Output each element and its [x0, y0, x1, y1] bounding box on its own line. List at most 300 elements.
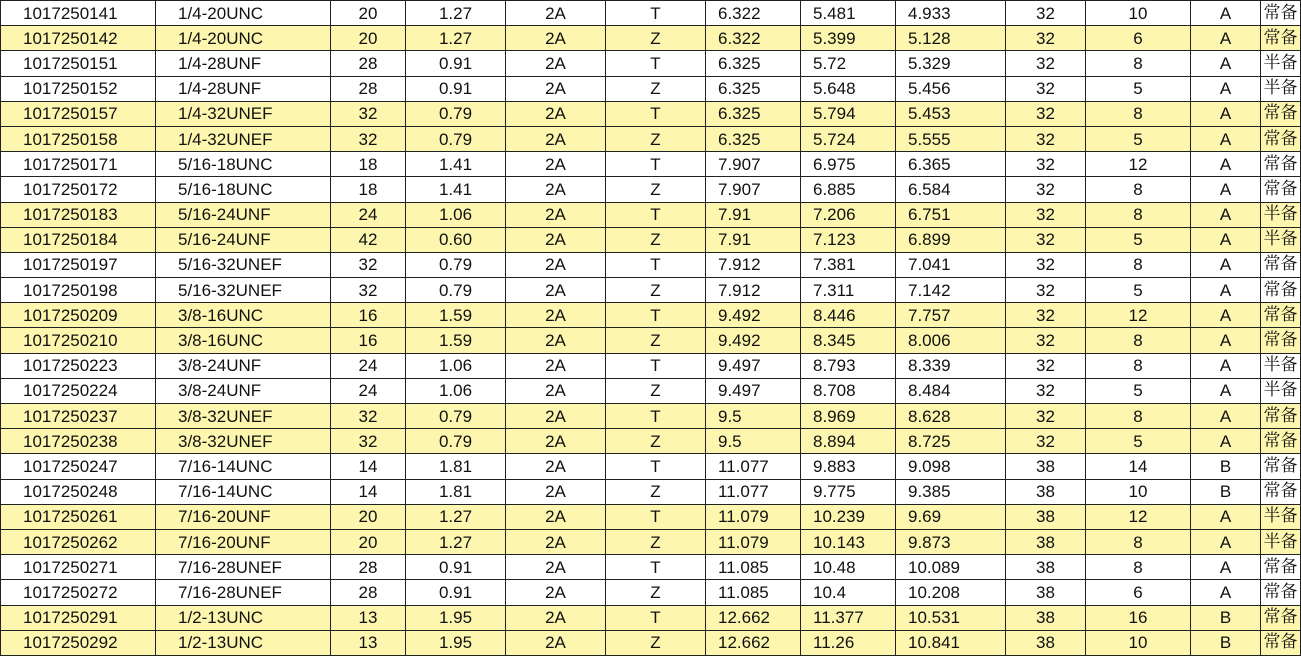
part-number-cell: 1017250248: [1, 479, 156, 504]
grade-cell: B: [1191, 630, 1261, 655]
type-cell: Z: [606, 479, 706, 504]
minor-diameter-cell: 8.006: [896, 328, 1006, 353]
part-number-cell: 1017250210: [1, 328, 156, 353]
table-row: [1, 353, 1301, 378]
thread-class-cell: 2A: [506, 101, 606, 126]
minor-diameter-cell: 6.584: [896, 177, 1006, 202]
thread-spec-cell: 7/16-14UNC: [156, 479, 331, 504]
grade-cell: A: [1191, 101, 1261, 126]
grade-cell: A: [1191, 252, 1261, 277]
pitch-diameter-cell: 5.72: [801, 51, 896, 76]
table-row: [1, 580, 1301, 605]
table-row: [1, 51, 1301, 76]
table-row: [1, 328, 1301, 353]
part-number-cell: 1017250224: [1, 378, 156, 403]
thread-class-cell: 2A: [506, 404, 606, 429]
pitch-diameter-cell: 5.399: [801, 26, 896, 51]
part-number-cell: 1017250172: [1, 177, 156, 202]
stock-status-cell: 常备: [1261, 152, 1301, 177]
pitch-diameter-cell: 7.311: [801, 278, 896, 303]
pitch-cell: 0.79: [406, 429, 506, 454]
tpi-cell: 24: [331, 353, 406, 378]
pitch-diameter-cell: 6.885: [801, 177, 896, 202]
part-number-cell: 1017250198: [1, 278, 156, 303]
table-row: [1, 1, 1301, 26]
major-diameter-cell: 6.322: [706, 1, 801, 26]
type-cell: T: [606, 1, 706, 26]
grade-cell: A: [1191, 580, 1261, 605]
minor-diameter-cell: 8.484: [896, 378, 1006, 403]
quantity-cell: 8: [1086, 353, 1191, 378]
grade-cell: A: [1191, 227, 1261, 252]
length-cell: 38: [1006, 479, 1086, 504]
pitch-diameter-cell: 8.708: [801, 378, 896, 403]
thread-spec-cell: 5/16-18UNC: [156, 177, 331, 202]
type-cell: T: [606, 504, 706, 529]
minor-diameter-cell: 7.142: [896, 278, 1006, 303]
pitch-diameter-cell: 7.206: [801, 202, 896, 227]
tpi-cell: 32: [331, 429, 406, 454]
thread-class-cell: 2A: [506, 454, 606, 479]
part-number-cell: 1017250141: [1, 1, 156, 26]
grade-cell: A: [1191, 303, 1261, 328]
type-cell: T: [606, 353, 706, 378]
minor-diameter-cell: 5.555: [896, 126, 1006, 151]
thread-spec-cell: 7/16-28UNEF: [156, 580, 331, 605]
stock-status-cell: 半备: [1261, 378, 1301, 403]
length-cell: 38: [1006, 504, 1086, 529]
pitch-cell: 1.06: [406, 378, 506, 403]
grade-cell: A: [1191, 504, 1261, 529]
tpi-cell: 13: [331, 630, 406, 655]
length-cell: 32: [1006, 126, 1086, 151]
thread-class-cell: 2A: [506, 76, 606, 101]
pitch-cell: 0.79: [406, 278, 506, 303]
pitch-diameter-cell: 9.775: [801, 479, 896, 504]
thread-spec-cell: 5/16-18UNC: [156, 152, 331, 177]
pitch-cell: 1.06: [406, 353, 506, 378]
minor-diameter-cell: 9.873: [896, 529, 1006, 554]
type-cell: Z: [606, 529, 706, 554]
pitch-diameter-cell: 11.26: [801, 630, 896, 655]
thread-class-cell: 2A: [506, 303, 606, 328]
pitch-cell: 0.91: [406, 76, 506, 101]
minor-diameter-cell: 5.453: [896, 101, 1006, 126]
pitch-cell: 1.27: [406, 26, 506, 51]
major-diameter-cell: 11.085: [706, 580, 801, 605]
length-cell: 32: [1006, 429, 1086, 454]
thread-class-cell: 2A: [506, 278, 606, 303]
stock-status-cell: 常备: [1261, 454, 1301, 479]
thread-spec-cell: 1/4-32UNEF: [156, 101, 331, 126]
part-number-cell: 1017250151: [1, 51, 156, 76]
table-row: [1, 252, 1301, 277]
major-diameter-cell: 11.085: [706, 555, 801, 580]
thread-class-cell: 2A: [506, 529, 606, 554]
tpi-cell: 20: [331, 529, 406, 554]
quantity-cell: 6: [1086, 26, 1191, 51]
table-row: [1, 227, 1301, 252]
major-diameter-cell: 9.5: [706, 404, 801, 429]
stock-status-cell: 常备: [1261, 630, 1301, 655]
part-number-cell: 1017250292: [1, 630, 156, 655]
length-cell: 32: [1006, 404, 1086, 429]
stock-status-cell: 常备: [1261, 605, 1301, 630]
quantity-cell: 12: [1086, 152, 1191, 177]
quantity-cell: 8: [1086, 202, 1191, 227]
tpi-cell: 20: [331, 1, 406, 26]
pitch-diameter-cell: 10.143: [801, 529, 896, 554]
length-cell: 32: [1006, 378, 1086, 403]
grade-cell: B: [1191, 479, 1261, 504]
minor-diameter-cell: 10.208: [896, 580, 1006, 605]
thread-class-cell: 2A: [506, 328, 606, 353]
stock-status-cell: 常备: [1261, 126, 1301, 151]
length-cell: 32: [1006, 353, 1086, 378]
pitch-diameter-cell: 5.724: [801, 126, 896, 151]
table-row: [1, 429, 1301, 454]
quantity-cell: 8: [1086, 252, 1191, 277]
length-cell: 38: [1006, 605, 1086, 630]
length-cell: 38: [1006, 630, 1086, 655]
table-row: [1, 404, 1301, 429]
major-diameter-cell: 7.91: [706, 227, 801, 252]
part-number-cell: 1017250272: [1, 580, 156, 605]
grade-cell: A: [1191, 404, 1261, 429]
thread-class-cell: 2A: [506, 555, 606, 580]
thread-spec-cell: 7/16-20UNF: [156, 504, 331, 529]
thread-spec-cell: 1/4-28UNF: [156, 76, 331, 101]
thread-spec-cell: 3/8-16UNC: [156, 303, 331, 328]
thread-spec-cell: 7/16-28UNEF: [156, 555, 331, 580]
length-cell: 38: [1006, 555, 1086, 580]
minor-diameter-cell: 10.841: [896, 630, 1006, 655]
pitch-cell: 0.79: [406, 101, 506, 126]
quantity-cell: 5: [1086, 76, 1191, 101]
pitch-cell: 1.41: [406, 177, 506, 202]
table-body: [1, 1, 1301, 656]
table-row: [1, 454, 1301, 479]
length-cell: 32: [1006, 303, 1086, 328]
stock-status-cell: 半备: [1261, 76, 1301, 101]
thread-class-cell: 2A: [506, 378, 606, 403]
table-row: [1, 278, 1301, 303]
table-row: [1, 378, 1301, 403]
pitch-cell: 1.59: [406, 303, 506, 328]
thread-spec-cell: 3/8-32UNEF: [156, 429, 331, 454]
minor-diameter-cell: 7.041: [896, 252, 1006, 277]
pitch-diameter-cell: 8.345: [801, 328, 896, 353]
pitch-diameter-cell: 5.481: [801, 1, 896, 26]
type-cell: T: [606, 303, 706, 328]
table-row: [1, 177, 1301, 202]
thread-spec-cell: 7/16-20UNF: [156, 529, 331, 554]
thread-spec-cell: 7/16-14UNC: [156, 454, 331, 479]
minor-diameter-cell: 7.757: [896, 303, 1006, 328]
tpi-cell: 20: [331, 504, 406, 529]
pitch-diameter-cell: 10.239: [801, 504, 896, 529]
table-row: [1, 605, 1301, 630]
stock-status-cell: 常备: [1261, 328, 1301, 353]
pitch-cell: 0.91: [406, 580, 506, 605]
quantity-cell: 8: [1086, 529, 1191, 554]
quantity-cell: 6: [1086, 580, 1191, 605]
stock-status-cell: 常备: [1261, 177, 1301, 202]
tpi-cell: 14: [331, 454, 406, 479]
minor-diameter-cell: 5.456: [896, 76, 1006, 101]
major-diameter-cell: 9.497: [706, 353, 801, 378]
length-cell: 32: [1006, 278, 1086, 303]
type-cell: T: [606, 454, 706, 479]
type-cell: T: [606, 252, 706, 277]
quantity-cell: 10: [1086, 630, 1191, 655]
minor-diameter-cell: 8.339: [896, 353, 1006, 378]
grade-cell: A: [1191, 378, 1261, 403]
part-number-cell: 1017250209: [1, 303, 156, 328]
length-cell: 32: [1006, 1, 1086, 26]
tpi-cell: 14: [331, 479, 406, 504]
type-cell: T: [606, 202, 706, 227]
thread-class-cell: 2A: [506, 353, 606, 378]
type-cell: Z: [606, 278, 706, 303]
grade-cell: A: [1191, 152, 1261, 177]
pitch-cell: 1.06: [406, 202, 506, 227]
length-cell: 32: [1006, 328, 1086, 353]
quantity-cell: 5: [1086, 278, 1191, 303]
stock-status-cell: 常备: [1261, 1, 1301, 26]
part-number-cell: 1017250184: [1, 227, 156, 252]
tpi-cell: 16: [331, 328, 406, 353]
major-diameter-cell: 9.492: [706, 328, 801, 353]
thread-class-cell: 2A: [506, 580, 606, 605]
stock-status-cell: 常备: [1261, 252, 1301, 277]
thread-class-cell: 2A: [506, 479, 606, 504]
thread-spec-cell: 1/4-32UNEF: [156, 126, 331, 151]
tpi-cell: 24: [331, 378, 406, 403]
pitch-diameter-cell: 7.123: [801, 227, 896, 252]
major-diameter-cell: 6.325: [706, 126, 801, 151]
thread-spec-cell: 5/16-24UNF: [156, 227, 331, 252]
part-number-cell: 1017250237: [1, 404, 156, 429]
part-number-cell: 1017250223: [1, 353, 156, 378]
type-cell: Z: [606, 580, 706, 605]
type-cell: T: [606, 152, 706, 177]
part-number-cell: 1017250171: [1, 152, 156, 177]
table-row: [1, 101, 1301, 126]
minor-diameter-cell: 10.089: [896, 555, 1006, 580]
part-number-cell: 1017250152: [1, 76, 156, 101]
type-cell: Z: [606, 378, 706, 403]
type-cell: T: [606, 605, 706, 630]
quantity-cell: 10: [1086, 479, 1191, 504]
quantity-cell: 14: [1086, 454, 1191, 479]
minor-diameter-cell: 6.365: [896, 152, 1006, 177]
quantity-cell: 8: [1086, 51, 1191, 76]
thread-spec-cell: 3/8-32UNEF: [156, 404, 331, 429]
length-cell: 32: [1006, 227, 1086, 252]
pitch-diameter-cell: 11.377: [801, 605, 896, 630]
length-cell: 32: [1006, 76, 1086, 101]
stock-status-cell: 常备: [1261, 555, 1301, 580]
pitch-cell: 0.79: [406, 126, 506, 151]
tpi-cell: 32: [331, 126, 406, 151]
quantity-cell: 16: [1086, 605, 1191, 630]
length-cell: 32: [1006, 26, 1086, 51]
grade-cell: A: [1191, 328, 1261, 353]
tpi-cell: 42: [331, 227, 406, 252]
major-diameter-cell: 11.077: [706, 454, 801, 479]
quantity-cell: 8: [1086, 555, 1191, 580]
length-cell: 38: [1006, 580, 1086, 605]
tpi-cell: 20: [331, 26, 406, 51]
thread-class-cell: 2A: [506, 51, 606, 76]
major-diameter-cell: 7.912: [706, 252, 801, 277]
thread-class-cell: 2A: [506, 429, 606, 454]
quantity-cell: 12: [1086, 504, 1191, 529]
quantity-cell: 5: [1086, 429, 1191, 454]
tpi-cell: 28: [331, 555, 406, 580]
length-cell: 38: [1006, 529, 1086, 554]
thread-spec-cell: 5/16-32UNEF: [156, 252, 331, 277]
minor-diameter-cell: 8.628: [896, 404, 1006, 429]
thread-class-cell: 2A: [506, 177, 606, 202]
thread-spec-cell: 1/4-20UNC: [156, 26, 331, 51]
table-row: [1, 504, 1301, 529]
grade-cell: A: [1191, 202, 1261, 227]
thread-class-cell: 2A: [506, 152, 606, 177]
stock-status-cell: 半备: [1261, 51, 1301, 76]
pitch-diameter-cell: 8.894: [801, 429, 896, 454]
grade-cell: A: [1191, 76, 1261, 101]
major-diameter-cell: 7.907: [706, 152, 801, 177]
length-cell: 32: [1006, 101, 1086, 126]
length-cell: 32: [1006, 177, 1086, 202]
major-diameter-cell: 7.912: [706, 278, 801, 303]
pitch-cell: 1.41: [406, 152, 506, 177]
pitch-cell: 1.27: [406, 529, 506, 554]
part-number-cell: 1017250142: [1, 26, 156, 51]
minor-diameter-cell: 9.385: [896, 479, 1006, 504]
quantity-cell: 8: [1086, 101, 1191, 126]
minor-diameter-cell: 9.69: [896, 504, 1006, 529]
quantity-cell: 8: [1086, 328, 1191, 353]
thread-class-cell: 2A: [506, 126, 606, 151]
type-cell: Z: [606, 227, 706, 252]
thread-spec-cell: 1/4-20UNC: [156, 1, 331, 26]
grade-cell: A: [1191, 429, 1261, 454]
pitch-diameter-cell: 5.794: [801, 101, 896, 126]
stock-status-cell: 半备: [1261, 529, 1301, 554]
pitch-cell: 0.79: [406, 404, 506, 429]
thread-spec-cell: 5/16-24UNF: [156, 202, 331, 227]
minor-diameter-cell: 6.751: [896, 202, 1006, 227]
stock-status-cell: 常备: [1261, 404, 1301, 429]
major-diameter-cell: 6.322: [706, 26, 801, 51]
grade-cell: A: [1191, 1, 1261, 26]
table-row: [1, 152, 1301, 177]
tpi-cell: 32: [331, 404, 406, 429]
type-cell: Z: [606, 177, 706, 202]
pitch-cell: 1.81: [406, 454, 506, 479]
major-diameter-cell: 7.907: [706, 177, 801, 202]
part-number-cell: 1017250247: [1, 454, 156, 479]
quantity-cell: 8: [1086, 177, 1191, 202]
quantity-cell: 8: [1086, 404, 1191, 429]
tpi-cell: 32: [331, 101, 406, 126]
major-diameter-cell: 6.325: [706, 101, 801, 126]
type-cell: Z: [606, 429, 706, 454]
stock-status-cell: 常备: [1261, 479, 1301, 504]
table-row: [1, 630, 1301, 655]
thread-spec-cell: 3/8-24UNF: [156, 378, 331, 403]
stock-status-cell: 常备: [1261, 580, 1301, 605]
pitch-cell: 0.60: [406, 227, 506, 252]
thread-class-cell: 2A: [506, 1, 606, 26]
pitch-cell: 1.59: [406, 328, 506, 353]
thread-spec-cell: 1/2-13UNC: [156, 605, 331, 630]
stock-status-cell: 常备: [1261, 429, 1301, 454]
tpi-cell: 32: [331, 278, 406, 303]
pitch-diameter-cell: 6.975: [801, 152, 896, 177]
table-row: [1, 479, 1301, 504]
table-row: [1, 529, 1301, 554]
part-number-cell: 1017250238: [1, 429, 156, 454]
grade-cell: A: [1191, 51, 1261, 76]
major-diameter-cell: 12.662: [706, 605, 801, 630]
type-cell: Z: [606, 328, 706, 353]
stock-status-cell: 半备: [1261, 227, 1301, 252]
length-cell: 32: [1006, 51, 1086, 76]
table-row: [1, 76, 1301, 101]
tpi-cell: 18: [331, 177, 406, 202]
length-cell: 32: [1006, 202, 1086, 227]
type-cell: Z: [606, 26, 706, 51]
stock-status-cell: 常备: [1261, 26, 1301, 51]
pitch-diameter-cell: 5.648: [801, 76, 896, 101]
thread-class-cell: 2A: [506, 26, 606, 51]
tpi-cell: 16: [331, 303, 406, 328]
thread-class-cell: 2A: [506, 252, 606, 277]
length-cell: 32: [1006, 152, 1086, 177]
pitch-diameter-cell: 9.883: [801, 454, 896, 479]
tpi-cell: 32: [331, 252, 406, 277]
type-cell: Z: [606, 630, 706, 655]
thread-class-cell: 2A: [506, 630, 606, 655]
thread-class-cell: 2A: [506, 504, 606, 529]
stock-status-cell: 常备: [1261, 101, 1301, 126]
thread-spec-cell: 1/4-28UNF: [156, 51, 331, 76]
stock-status-cell: 半备: [1261, 504, 1301, 529]
quantity-cell: 5: [1086, 378, 1191, 403]
table-row: [1, 126, 1301, 151]
major-diameter-cell: 7.91: [706, 202, 801, 227]
minor-diameter-cell: 8.725: [896, 429, 1006, 454]
length-cell: 32: [1006, 252, 1086, 277]
part-number-cell: 1017250271: [1, 555, 156, 580]
length-cell: 38: [1006, 454, 1086, 479]
major-diameter-cell: 11.079: [706, 504, 801, 529]
tpi-cell: 18: [331, 152, 406, 177]
quantity-cell: 10: [1086, 1, 1191, 26]
major-diameter-cell: 6.325: [706, 51, 801, 76]
tpi-cell: 28: [331, 76, 406, 101]
pitch-diameter-cell: 8.446: [801, 303, 896, 328]
quantity-cell: 12: [1086, 303, 1191, 328]
part-number-cell: 1017250291: [1, 605, 156, 630]
type-cell: T: [606, 404, 706, 429]
grade-cell: A: [1191, 177, 1261, 202]
stock-status-cell: 常备: [1261, 303, 1301, 328]
